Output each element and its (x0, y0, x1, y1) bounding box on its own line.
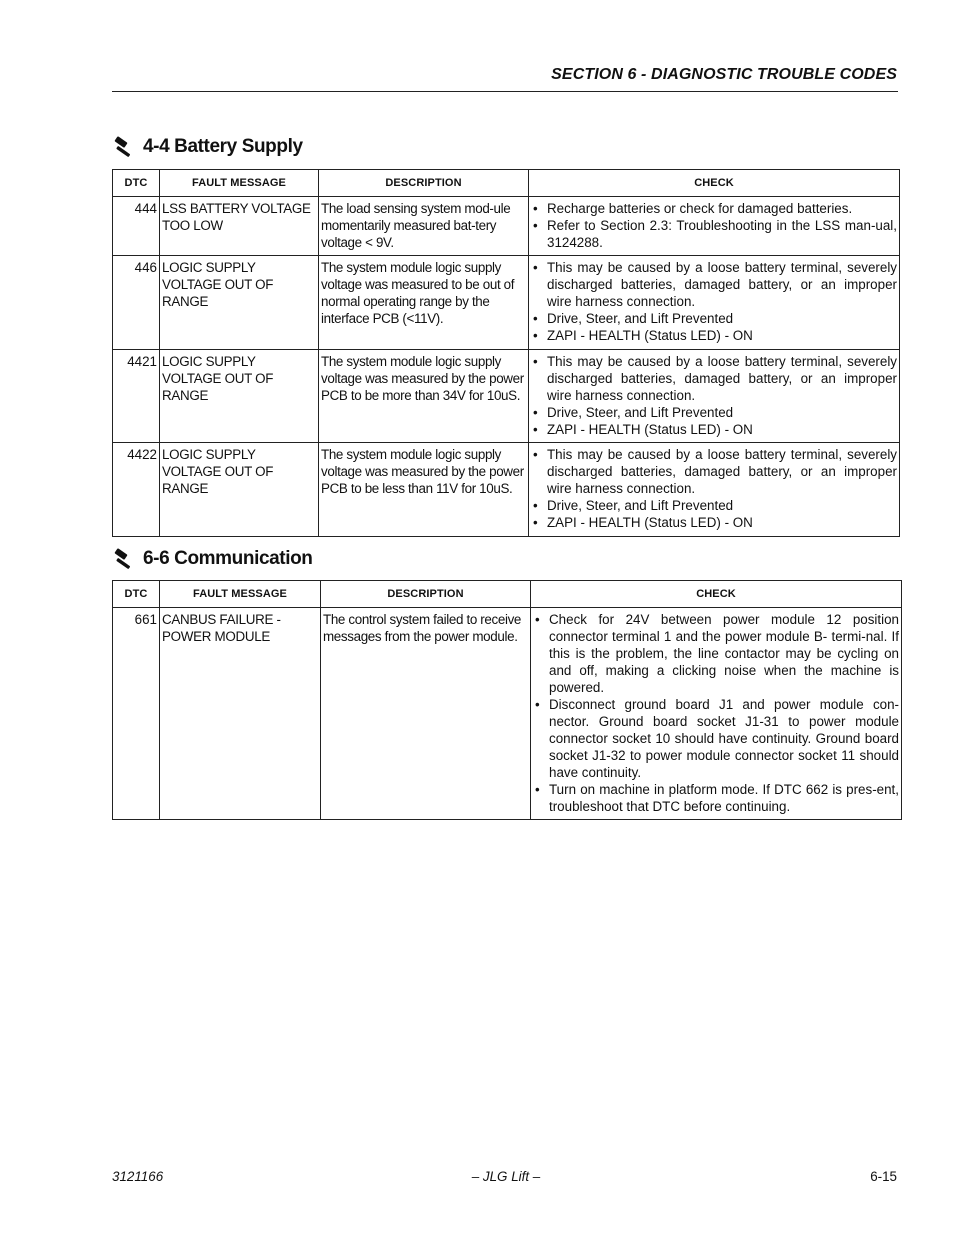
fault-message: LSS BATTERY VOLTAGE TOO LOW (160, 197, 319, 256)
fault-message: LOGIC SUPPLY VOLTAGE OUT OF RANGE (160, 256, 319, 350)
column-header-description: DESCRIPTION (321, 581, 531, 608)
description: The control system failed to receive messages from the power module. (321, 608, 531, 820)
check-item: • ZAPI - HEALTH (Status LED) - ON (531, 327, 897, 344)
check-item: • ZAPI - HEALTH (Status LED) - ON (531, 421, 897, 438)
communication-table (112, 580, 902, 820)
description: The system module logic supply voltage was measured by the power PCB to be less than 11V for 10uS. (319, 443, 529, 537)
check-list (531, 446, 897, 531)
table-header-row (113, 581, 902, 608)
check-cell (529, 197, 900, 256)
check-cell (531, 608, 902, 820)
description: The load sensing system mod-ule momentarily measured bat-tery voltage < 9V. (319, 197, 529, 256)
table-row (113, 350, 900, 443)
section-heading-communication (112, 547, 313, 571)
check-item: • Disconnect ground board J1 and power module con-nector. Ground board socket J1-31 to power module connector socket 10 should have continuity. Ground board socket J1-32 to power module connector socket 11 should have continuity. (533, 696, 899, 781)
check-item: • ZAPI - HEALTH (Status LED) - ON (531, 514, 897, 531)
dtc-code: 661 (113, 608, 160, 820)
fault-message: LOGIC SUPPLY VOLTAGE OUT OF RANGE (160, 350, 319, 443)
column-header-description: DESCRIPTION (319, 170, 529, 197)
section-header-title: SECTION 6 - DIAGNOSTIC TROUBLE CODES (551, 66, 897, 83)
table-header-row (113, 170, 900, 197)
fault-message: LOGIC SUPPLY VOLTAGE OUT OF RANGE (160, 443, 319, 537)
check-item: • Drive, Steer, and Lift Prevented (531, 310, 897, 327)
check-list (531, 353, 897, 438)
table-row (113, 443, 900, 537)
column-header-dtc: DTC (113, 170, 160, 197)
hammer-icon (112, 135, 136, 159)
fault-message: CANBUS FAILURE - POWER MODULE (160, 608, 321, 820)
check-cell (529, 350, 900, 443)
column-header-check: CHECK (531, 581, 902, 608)
check-item: • This may be caused by a loose battery terminal, severely discharged batteries, damaged battery, or an improper wire harness connection. (531, 446, 897, 497)
footer-publisher: – JLG Lift – (471, 1169, 541, 1184)
column-header-check: CHECK (529, 170, 900, 197)
check-item: • Recharge batteries or check for damaged batteries. (531, 200, 897, 217)
table-row (113, 608, 902, 820)
check-item: • Turn on machine in platform mode. If DTC 662 is pres-ent, troubleshoot that DTC before continuing. (533, 781, 899, 815)
check-item: • This may be caused by a loose battery terminal, severely discharged batteries, damaged battery, or an improper wire harness connection. (531, 353, 897, 404)
dtc-code: 4422 (113, 443, 160, 537)
footer-page-number: 6-15 (870, 1169, 897, 1184)
section-title: 4-4 Battery Supply (143, 136, 303, 157)
check-list (533, 611, 899, 815)
header-divider (112, 91, 898, 92)
column-header-fault-message: FAULT MESSAGE (160, 581, 321, 608)
dtc-code: 4421 (113, 350, 160, 443)
check-item: • Drive, Steer, and Lift Prevented (531, 404, 897, 421)
dtc-code: 444 (113, 197, 160, 256)
check-list (531, 200, 897, 251)
description: The system module logic supply voltage was measured to be out of normal operating range by the interface PCB (<11V). (319, 256, 529, 350)
section-heading-battery-supply (112, 135, 303, 159)
footer-document-number: 3121166 (112, 1169, 164, 1184)
check-item: • Check for 24V between power module 12 position connector terminal 1 and the power module B- termi-nal. If this is the problem, the line contactor may be cycling on and off, making a clicking noise when the machine is powered. (533, 611, 899, 696)
column-header-fault-message: FAULT MESSAGE (160, 170, 319, 197)
check-list (531, 259, 897, 344)
check-item: • This may be caused by a loose battery terminal, severely discharged batteries, damaged battery, or an improper wire harness connection. (531, 259, 897, 310)
section-title: 6-6 Communication (143, 548, 313, 569)
table-row (113, 256, 900, 350)
check-item: • Drive, Steer, and Lift Prevented (531, 497, 897, 514)
check-item: • Refer to Section 2.3: Troubleshooting in the LSS man-ual, 3124288. (531, 217, 897, 251)
battery-supply-table (112, 169, 900, 537)
hammer-icon (112, 547, 136, 571)
column-header-dtc: DTC (113, 581, 160, 608)
dtc-code: 446 (113, 256, 160, 350)
description: The system module logic supply voltage was measured by the power PCB to be more than 34V for 10uS. (319, 350, 529, 443)
check-cell (529, 256, 900, 350)
check-cell (529, 443, 900, 537)
table-row (113, 197, 900, 256)
